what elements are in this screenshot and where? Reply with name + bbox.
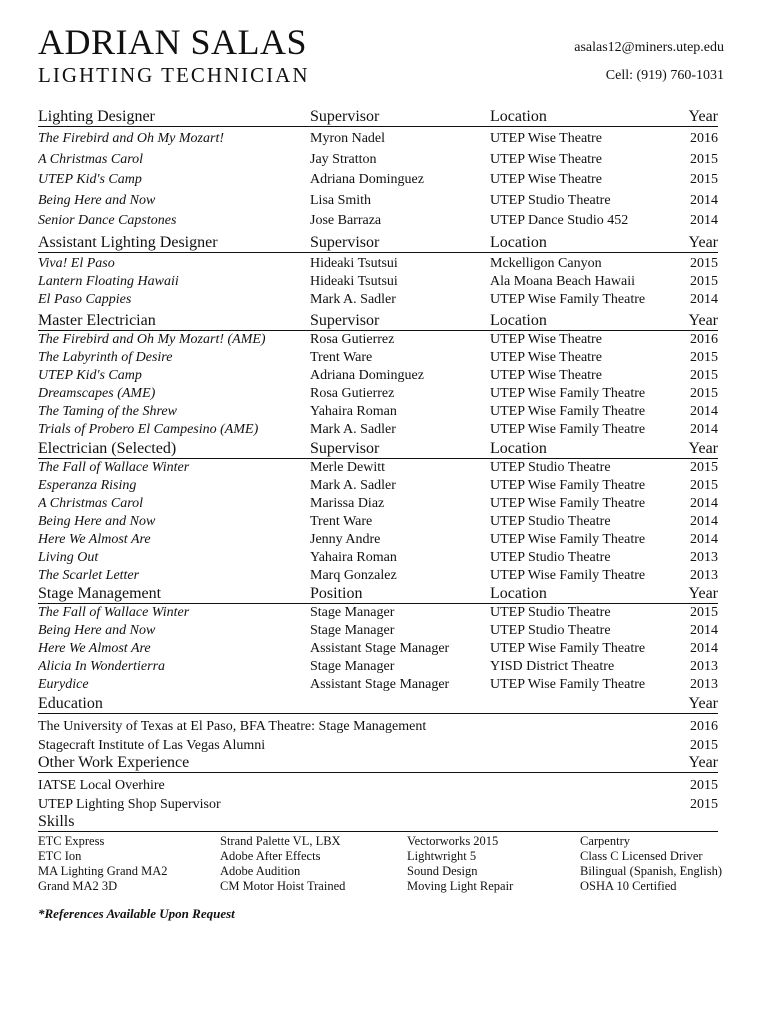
list-item bbox=[38, 776, 718, 795]
production: Dreamscapes (AME) bbox=[38, 386, 156, 401]
section-electrician bbox=[38, 439, 718, 585]
header-year: Year bbox=[688, 312, 718, 329]
table-row bbox=[38, 129, 718, 150]
position: Stage Manager bbox=[310, 659, 395, 674]
table-row bbox=[38, 604, 718, 622]
year: 2015 bbox=[690, 151, 718, 167]
position: Stage Manager bbox=[310, 623, 395, 638]
supervisor: Yahaira Roman bbox=[310, 404, 397, 419]
supervisor: Hideaki Tsutsui bbox=[310, 256, 398, 271]
year: 2015 bbox=[690, 368, 718, 383]
table-row bbox=[38, 640, 718, 658]
supervisor: Rosa Gutierrez bbox=[310, 386, 395, 401]
work-entry: UTEP Lighting Shop Supervisor bbox=[38, 797, 221, 812]
year: 2015 bbox=[690, 256, 718, 271]
production: Trials of Probero El Campesino (AME) bbox=[38, 422, 259, 437]
header-role: Stage Management bbox=[38, 585, 162, 602]
table-row bbox=[38, 255, 718, 273]
skill: Vectorworks 2015 bbox=[407, 834, 499, 848]
year: 2015 bbox=[690, 738, 718, 753]
email[interactable]: asalas12@miners.utep.edu bbox=[574, 40, 724, 55]
year: 2015 bbox=[690, 386, 718, 401]
header-year: Year bbox=[688, 108, 718, 125]
section-work-experience bbox=[38, 753, 718, 814]
supervisor: Merle Dewitt bbox=[310, 460, 386, 475]
production: Viva! El Paso bbox=[38, 256, 115, 271]
section-assistant-lighting-designer bbox=[38, 233, 718, 309]
year: 2014 bbox=[690, 292, 718, 307]
production: The Fall of Wallace Winter bbox=[38, 605, 190, 620]
supervisor: Marissa Diaz bbox=[310, 496, 385, 511]
section-header bbox=[38, 233, 718, 253]
supervisor: Mark A. Sadler bbox=[310, 478, 396, 493]
location: UTEP Wise Theatre bbox=[490, 131, 602, 146]
production: Esperanza Rising bbox=[38, 478, 137, 493]
supervisor: Trent Ware bbox=[310, 514, 373, 529]
header-year: Year bbox=[688, 695, 718, 712]
supervisor: Adriana Dominguez bbox=[310, 368, 424, 383]
year: 2016 bbox=[690, 131, 718, 146]
year: 2014 bbox=[690, 192, 718, 208]
education-entry: Stagecraft Institute of Las Vegas Alumni bbox=[38, 738, 266, 753]
supervisor: Rosa Gutierrez bbox=[310, 332, 395, 347]
work-title: Other Work Experience bbox=[38, 754, 190, 771]
year: 2014 bbox=[690, 532, 718, 547]
header-supervisor: Supervisor bbox=[310, 108, 380, 125]
production: Living Out bbox=[38, 550, 99, 565]
table-row bbox=[38, 495, 718, 513]
skills-grid bbox=[38, 834, 723, 894]
supervisor: Jenny Andre bbox=[310, 532, 381, 547]
table-row bbox=[38, 676, 718, 694]
position: Stage Manager bbox=[310, 605, 395, 620]
section-header bbox=[38, 812, 718, 832]
skill: Bilingual (Spanish, English) bbox=[580, 864, 723, 878]
location: UTEP Wise Family Theatre bbox=[490, 641, 646, 656]
location: UTEP Wise Family Theatre bbox=[490, 292, 646, 307]
skill: OSHA 10 Certified bbox=[580, 879, 677, 893]
header-role: Assistant Lighting Designer bbox=[38, 234, 218, 251]
section-header bbox=[38, 439, 718, 459]
production: The Scarlet Letter bbox=[38, 568, 140, 583]
table-row bbox=[38, 273, 718, 291]
production: Being Here and Now bbox=[38, 192, 156, 208]
header-role: Lighting Designer bbox=[38, 108, 155, 125]
skill: Adobe After Effects bbox=[220, 849, 321, 863]
table-row bbox=[38, 403, 718, 421]
table-row bbox=[38, 191, 718, 212]
location: UTEP Wise Family Theatre bbox=[490, 386, 646, 401]
section-master-electrician bbox=[38, 311, 718, 439]
table-row bbox=[38, 459, 718, 477]
location: UTEP Wise Family Theatre bbox=[490, 404, 646, 419]
year: 2014 bbox=[690, 514, 718, 529]
year: 2013 bbox=[690, 568, 718, 583]
year: 2015 bbox=[690, 350, 718, 365]
year: 2014 bbox=[690, 404, 718, 419]
production: Lantern Floating Hawaii bbox=[38, 274, 179, 289]
education-entry: The University of Texas at El Paso, BFA Theatre: Stage Management bbox=[38, 719, 427, 734]
skill: ETC Express bbox=[38, 834, 105, 848]
location: UTEP Wise Family Theatre bbox=[490, 496, 646, 511]
skill: Lightwright 5 bbox=[407, 849, 477, 863]
year: 2015 bbox=[690, 605, 718, 620]
location: Ala Moana Beach Hawaii bbox=[490, 274, 635, 289]
header-year: Year bbox=[688, 440, 718, 457]
production: The Fall of Wallace Winter bbox=[38, 460, 190, 475]
table-row bbox=[38, 549, 718, 567]
table-row bbox=[38, 150, 718, 171]
production: Alicia In Wondertierra bbox=[38, 659, 166, 674]
year: 2014 bbox=[690, 641, 718, 656]
work-entry: IATSE Local Overhire bbox=[38, 778, 165, 793]
year: 2013 bbox=[690, 550, 718, 565]
education-title: Education bbox=[38, 695, 103, 712]
location: UTEP Wise Family Theatre bbox=[490, 677, 646, 692]
section-header bbox=[38, 311, 718, 331]
table-row bbox=[38, 349, 718, 367]
skill: Moving Light Repair bbox=[407, 879, 514, 893]
header-position: Position bbox=[310, 585, 363, 602]
table-row bbox=[38, 385, 718, 403]
header-role: Master Electrician bbox=[38, 312, 156, 329]
skill: Carpentry bbox=[580, 834, 630, 848]
section-stage-management bbox=[38, 584, 718, 694]
header-year: Year bbox=[688, 754, 718, 771]
job-title: LIGHTING TECHNICIAN bbox=[38, 63, 310, 87]
header-location: Location bbox=[490, 312, 547, 329]
location: UTEP Wise Family Theatre bbox=[490, 422, 646, 437]
location: UTEP Wise Theatre bbox=[490, 350, 602, 365]
skill: Class C Licensed Driver bbox=[580, 849, 703, 863]
section-lighting-designer bbox=[38, 107, 718, 232]
production: Being Here and Now bbox=[38, 623, 156, 638]
year: 2014 bbox=[690, 496, 718, 511]
supervisor: Jose Barraza bbox=[310, 213, 382, 229]
table-row bbox=[38, 622, 718, 640]
production: UTEP Kid's Camp bbox=[38, 172, 142, 188]
supervisor: Myron Nadel bbox=[310, 131, 386, 146]
position: Assistant Stage Manager bbox=[310, 641, 450, 656]
table-row bbox=[38, 367, 718, 385]
production: A Christmas Carol bbox=[38, 496, 144, 511]
year: 2013 bbox=[690, 677, 718, 692]
location: UTEP Studio Theatre bbox=[490, 514, 611, 529]
header-supervisor: Supervisor bbox=[310, 312, 380, 329]
year: 2016 bbox=[690, 332, 718, 347]
skill: Adobe Audition bbox=[220, 864, 301, 878]
section-header bbox=[38, 107, 718, 127]
supervisor: Adriana Dominguez bbox=[310, 172, 424, 188]
location: Mckelligon Canyon bbox=[490, 256, 602, 271]
supervisor: Hideaki Tsutsui bbox=[310, 274, 398, 289]
table-row bbox=[38, 531, 718, 549]
location: YISD District Theatre bbox=[490, 659, 615, 674]
location: UTEP Studio Theatre bbox=[490, 192, 611, 208]
header-location: Location bbox=[490, 440, 547, 457]
table-row bbox=[38, 477, 718, 495]
skill: ETC Ion bbox=[38, 849, 82, 863]
production: Being Here and Now bbox=[38, 514, 156, 529]
location: UTEP Wise Family Theatre bbox=[490, 478, 646, 493]
year: 2015 bbox=[690, 172, 718, 188]
location: UTEP Wise Theatre bbox=[490, 172, 602, 188]
year: 2015 bbox=[690, 478, 718, 493]
production: The Labyrinth of Desire bbox=[38, 350, 173, 365]
list-item bbox=[38, 717, 718, 736]
skill: MA Lighting Grand MA2 bbox=[38, 864, 168, 878]
year: 2014 bbox=[690, 623, 718, 638]
production: The Firebird and Oh My Mozart! (AME) bbox=[38, 332, 266, 347]
references-note: *References Available Upon Request bbox=[38, 906, 235, 921]
section-header bbox=[38, 584, 718, 604]
production: Here We Almost Are bbox=[38, 532, 151, 547]
header-supervisor: Supervisor bbox=[310, 234, 380, 251]
production: Eurydice bbox=[38, 677, 89, 692]
location: UTEP Wise Family Theatre bbox=[490, 532, 646, 547]
location: UTEP Wise Theatre bbox=[490, 332, 602, 347]
production: A Christmas Carol bbox=[38, 151, 144, 167]
header-year: Year bbox=[688, 234, 718, 251]
table-row bbox=[38, 331, 718, 349]
year: 2014 bbox=[690, 213, 718, 229]
table-row bbox=[38, 291, 718, 309]
skill: Grand MA2 3D bbox=[38, 879, 118, 893]
production: Senior Dance Capstones bbox=[38, 213, 177, 229]
table-row bbox=[38, 513, 718, 531]
year: 2015 bbox=[690, 778, 718, 793]
location: UTEP Dance Studio 452 bbox=[490, 213, 629, 229]
table-row bbox=[38, 658, 718, 676]
year: 2014 bbox=[690, 422, 718, 437]
table-row bbox=[38, 211, 718, 232]
production: El Paso Cappies bbox=[38, 292, 132, 307]
position: Assistant Stage Manager bbox=[310, 677, 450, 692]
header-location: Location bbox=[490, 585, 547, 602]
location: UTEP Wise Family Theatre bbox=[490, 568, 646, 583]
supervisor: Trent Ware bbox=[310, 350, 373, 365]
supervisor: Lisa Smith bbox=[310, 192, 372, 208]
supervisor: Jay Stratton bbox=[310, 151, 377, 167]
table-row bbox=[38, 170, 718, 191]
location: UTEP Studio Theatre bbox=[490, 605, 611, 620]
header-role: Electrician (Selected) bbox=[38, 440, 177, 457]
production: UTEP Kid's Camp bbox=[38, 368, 142, 383]
supervisor: Marq Gonzalez bbox=[310, 568, 397, 583]
location: UTEP Studio Theatre bbox=[490, 460, 611, 475]
name: ADRIAN SALAS bbox=[38, 22, 308, 62]
year: 2016 bbox=[690, 719, 718, 734]
year: 2015 bbox=[690, 797, 718, 812]
header-supervisor: Supervisor bbox=[310, 440, 380, 457]
skills-title: Skills bbox=[38, 813, 75, 830]
location: UTEP Wise Theatre bbox=[490, 151, 602, 167]
skill: Sound Design bbox=[407, 864, 478, 878]
year: 2015 bbox=[690, 460, 718, 475]
section-education bbox=[38, 694, 718, 755]
phone: Cell: (919) 760-1031 bbox=[605, 68, 724, 83]
year: 2015 bbox=[690, 274, 718, 289]
header-location: Location bbox=[490, 108, 547, 125]
location: UTEP Studio Theatre bbox=[490, 623, 611, 638]
production: The Taming of the Shrew bbox=[38, 404, 177, 419]
table-row bbox=[38, 421, 718, 439]
location: UTEP Wise Theatre bbox=[490, 368, 602, 383]
supervisor: Mark A. Sadler bbox=[310, 422, 396, 437]
supervisor: Yahaira Roman bbox=[310, 550, 397, 565]
production: Here We Almost Are bbox=[38, 641, 151, 656]
year: 2013 bbox=[690, 659, 718, 674]
production: The Firebird and Oh My Mozart! bbox=[38, 131, 224, 146]
section-header bbox=[38, 753, 718, 773]
supervisor: Mark A. Sadler bbox=[310, 292, 396, 307]
skill: Strand Palette VL, LBX bbox=[220, 834, 341, 848]
location: UTEP Studio Theatre bbox=[490, 550, 611, 565]
header-location: Location bbox=[490, 234, 547, 251]
header-year: Year bbox=[688, 585, 718, 602]
skill: CM Motor Hoist Trained bbox=[220, 879, 346, 893]
table-row bbox=[38, 567, 718, 585]
section-skills bbox=[38, 812, 723, 894]
section-header bbox=[38, 694, 718, 714]
